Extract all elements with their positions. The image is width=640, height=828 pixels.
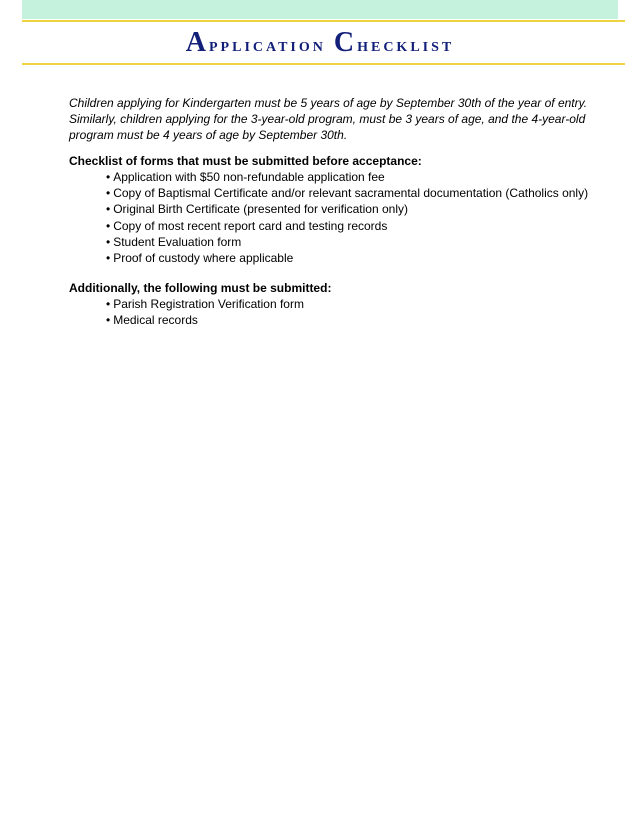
bullet-icon: •	[106, 297, 111, 312]
title-word-2: Checklist	[333, 27, 455, 58]
section-spacer	[69, 266, 609, 280]
bullet-icon: •	[106, 251, 111, 266]
list-item: • Original Birth Certificate (presented for verification only)	[106, 202, 408, 217]
bullet-icon: •	[106, 202, 111, 217]
additional-heading: Additionally, the following must be submitted:	[69, 281, 332, 296]
bullet-icon: •	[106, 170, 111, 184]
page-title	[0, 26, 640, 62]
checklist-heading: Checklist of forms that must be submitted before acceptance:	[69, 154, 422, 168]
bullet-icon: •	[106, 186, 111, 201]
header-rule-top	[22, 20, 625, 22]
header-band	[22, 0, 618, 19]
list-item: • Application with $50 non-refundable application fee	[106, 170, 385, 184]
list-item: • Student Evaluation form	[106, 234, 242, 249]
header-rule-bottom	[22, 63, 625, 65]
list-item: • Parish Registration Verification form	[106, 297, 304, 312]
document-body	[69, 95, 609, 329]
bullet-icon: •	[106, 234, 111, 249]
title-word-1: Application	[185, 27, 326, 58]
intro-paragraph: Children applying for Kindergarten must be 5 years of age by September 30th of the year of entry. Similarly, children applying for the 3-year-old program, must be 3 years of age, and the 4-year-old program must be 4 years of age by September 30th.	[69, 96, 588, 142]
checklist-list	[69, 169, 609, 266]
list-item: • Copy of most recent report card and testing records	[106, 218, 388, 233]
list-item: • Copy of Baptismal Certificate and/or relevant sacramental documentation (Catholics only)	[106, 186, 589, 201]
list-item: • Proof of custody where applicable	[106, 251, 294, 266]
bullet-icon: •	[106, 313, 111, 328]
bullet-icon: •	[106, 218, 111, 233]
additional-list	[69, 296, 609, 328]
list-item: • Medical records	[106, 313, 198, 328]
